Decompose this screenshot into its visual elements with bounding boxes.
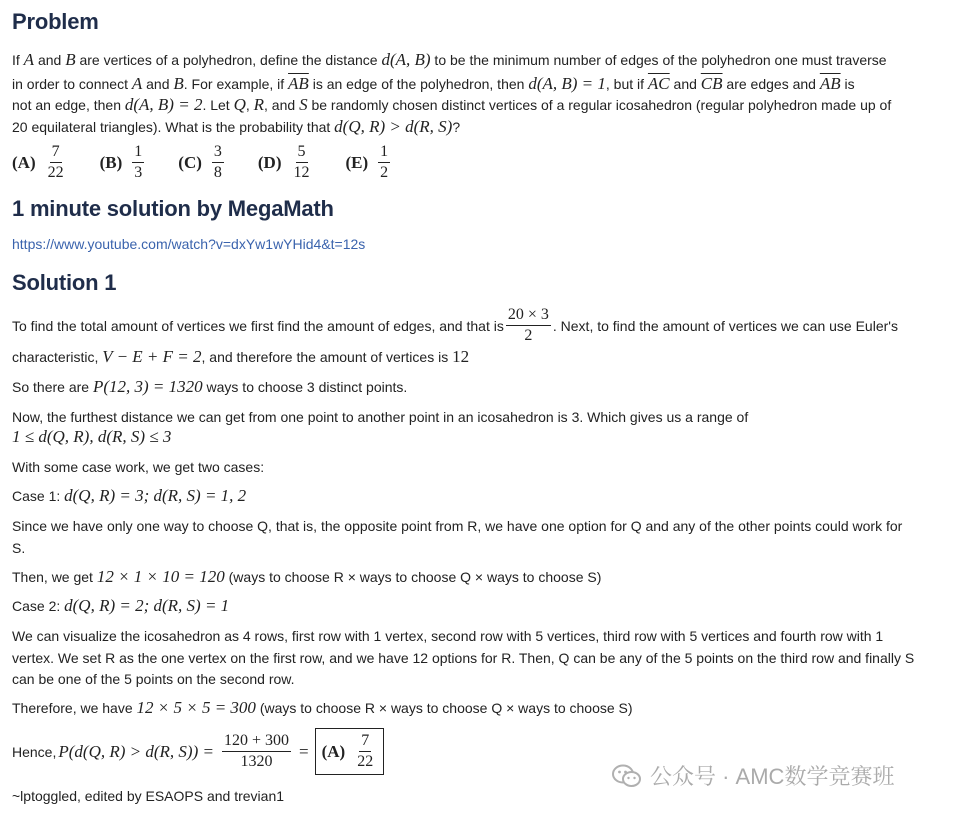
credit: ~lptoggled, edited by ESAOPS and trevian1: [12, 788, 285, 804]
choice-b: (B) $\frac{1}{3}$: [99, 143, 143, 181]
solution-p1: To find the total amount of vertices we first find the amount of edges, and that is $\frac{20 \times 3}{2}$ . Next, to find the amount of vertices we can use Euler's: [12, 306, 898, 344]
case-2: Case 2: d(Q, R) = 2; d(R, S) = 1: [12, 596, 230, 615]
solution-p8: Therefore, we have 12 × 5 × 5 = 300 (ways to choose R × ways to choose Q × ways to choose S): [12, 698, 633, 717]
probability-fraction: $\frac{120 + 300}{1320}$: [223, 732, 289, 770]
problem-line-1: If A and B are vertices of a polyhedron, define the distance d(A, B) to be the minimum number of edges of the polyhedron one must traverse: [12, 50, 887, 69]
megamath-heading: 1 minute solution by MegaMath: [12, 196, 334, 221]
solution-p4: With some case work, we get two cases:: [12, 459, 265, 475]
choice-e: (E) $\frac{1}{2}$: [345, 143, 389, 181]
solution-p5a: Since we have only one way to choose Q, that is, the opposite point from R, we have one option for Q and any of the other points could work for: [12, 518, 903, 534]
choice-a: (A) $\frac{7}{22}$: [12, 143, 64, 181]
answer-choices: [12, 143, 392, 182]
answer-box: (A) $\frac{7}{22}$: [315, 728, 385, 775]
solution-p7b: vertex. We set R as the one vertex on the first row, and we have 12 options for R. Then, Q can be any of the 5 points on the third row and finally S: [12, 650, 915, 666]
watermark: [612, 760, 894, 791]
problem-line-2: in order to connect A and B. For example, if $\overline{AB}$ is an edge of the polyhedron, then d(A, B) = 1, but if $\overline{AC}$ and $\overline{CB}$ are edges and $\overline{AB}$ is: [12, 74, 855, 93]
edges-fraction: $\frac{20 \times 3}{2}$: [507, 306, 549, 344]
solution-heading: Solution 1: [12, 270, 117, 295]
problem-line-4: 20 equilateral triangles). What is the probability that d(Q, R) > d(R, S)?: [12, 117, 461, 136]
final-answer: Hence, P(d(Q, R) > d(R, S)) = $\frac{120 + 300}{1320}$ = (A) $\frac{7}{22}$: [12, 728, 384, 775]
solution-p5b: S.: [12, 540, 26, 556]
solution-p2: So there are P(12, 3) = 1320 ways to choose 3 distinct points.: [12, 377, 408, 396]
problem-line-3: not an edge, then d(A, B) = 2. Let Q, R, and S be randomly chosen distinct vertices of a regular icosahedron (regular polyhedron made up of: [12, 95, 892, 114]
solution-p7c: can be one of the 5 points on the second row.: [12, 671, 295, 687]
solution-p3: Now, the furthest distance we can get from one point to another point in an icosahedron is 3. Which gives us a range of: [12, 409, 749, 425]
solution-p3-eq: 1 ≤ d(Q, R), d(R, S) ≤ 3: [12, 427, 172, 446]
choice-d: (D) $\frac{5}{12}$: [257, 143, 310, 181]
watermark-text: 公众号 · AMC数学竞赛班: [650, 764, 895, 789]
case-1: Case 1: d(Q, R) = 3; d(R, S) = 1, 2: [12, 486, 247, 505]
problem-heading: Problem: [12, 9, 99, 34]
solution-p6: Then, we get 12 × 1 × 10 = 120 (ways to choose R × ways to choose Q × ways to choose S): [12, 567, 602, 586]
solution-p1b: characteristic, V − E + F = 2, and therefore the amount of vertices is 12: [12, 347, 470, 366]
wechat-icon: [612, 763, 642, 789]
choice-c: (C) $\frac{3}{8}$: [178, 143, 222, 181]
youtube-link[interactable]: https://www.youtube.com/watch?v=dxYw1wYHid4&t=12s: [12, 236, 366, 252]
solution-p7a: We can visualize the icosahedron as 4 rows, first row with 1 vertex, second row with 5 vertices, third row with 5 vertices and fourth row with 1: [12, 628, 884, 644]
